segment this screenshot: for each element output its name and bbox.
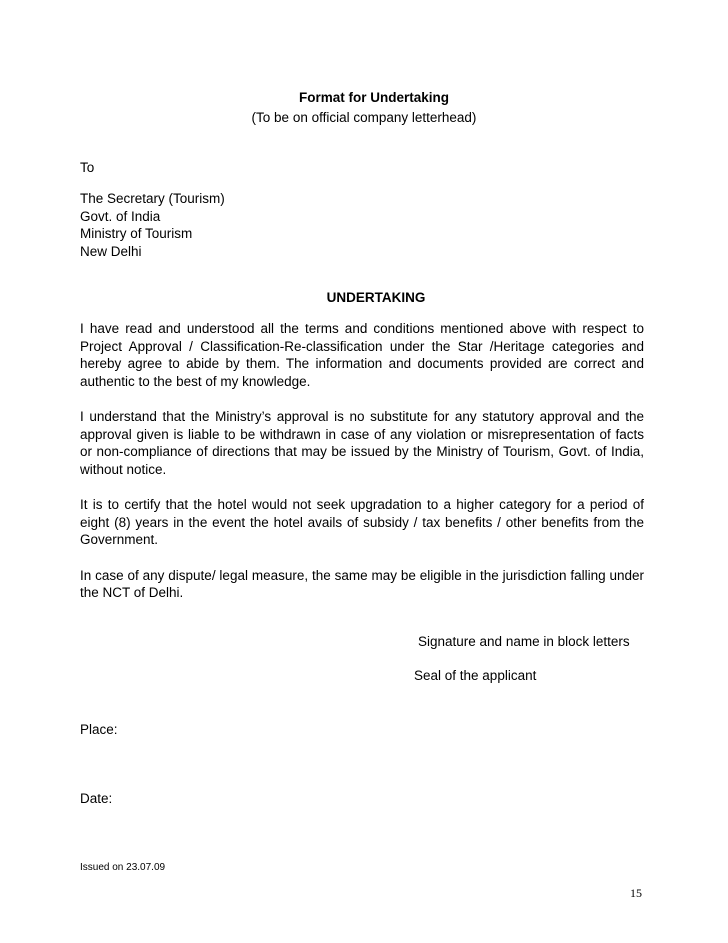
undertaking-heading: UNDERTAKING bbox=[326, 290, 426, 305]
addressee-line: New Delhi bbox=[80, 243, 142, 259]
body-paragraph: I have read and understood all the terms and conditions mentioned above with respect to Project Approval / Classification-Re-classification under the Star /Heritage categories and hereby agree to abide by them. The information and documents provided are correct and authentic to the best of my knowledge. bbox=[80, 321, 644, 389]
addressee-line: Govt. of India bbox=[80, 208, 161, 224]
body-paragraph: It is to certify that the hotel would not seek upgradation to a higher category for a period of eight (8) years in the event the hotel avails of subsidy / tax benefits / other benefits from the Government. bbox=[80, 497, 644, 547]
seal-label: Seal of the applicant bbox=[414, 668, 537, 683]
body-paragraph: I understand that the Ministry’s approval is no substitute for any statutory approval and the approval given is liable to be withdrawn in case of any violation or misrepresentation of facts or non-compliance of directions that may be issued by the Ministry of Tourism, Govt. of India, without notice. bbox=[80, 409, 644, 477]
document-title: Format for Undertaking bbox=[298, 90, 449, 105]
addressee-line: Ministry of Tourism bbox=[80, 226, 193, 241]
document-subtitle: (To be on official company letterhead) bbox=[251, 110, 477, 125]
page-number: 15 bbox=[630, 886, 642, 900]
issued-date: Issued on 23.07.09 bbox=[80, 862, 166, 873]
place-label: Place: bbox=[80, 722, 118, 737]
salutation-to: To bbox=[80, 160, 95, 175]
title-block bbox=[0, 88, 728, 128]
addressee-line: The Secretary (Tourism) bbox=[80, 191, 225, 206]
signature-label: Signature and name in block letters bbox=[418, 634, 630, 649]
addressee-block bbox=[80, 190, 225, 260]
undertaking-body bbox=[80, 320, 644, 620]
date-label: Date: bbox=[80, 791, 113, 806]
body-paragraph: In case of any dispute/ legal measure, the same may be eligible in the jurisdiction falling under the NCT of Delhi. bbox=[80, 567, 644, 600]
